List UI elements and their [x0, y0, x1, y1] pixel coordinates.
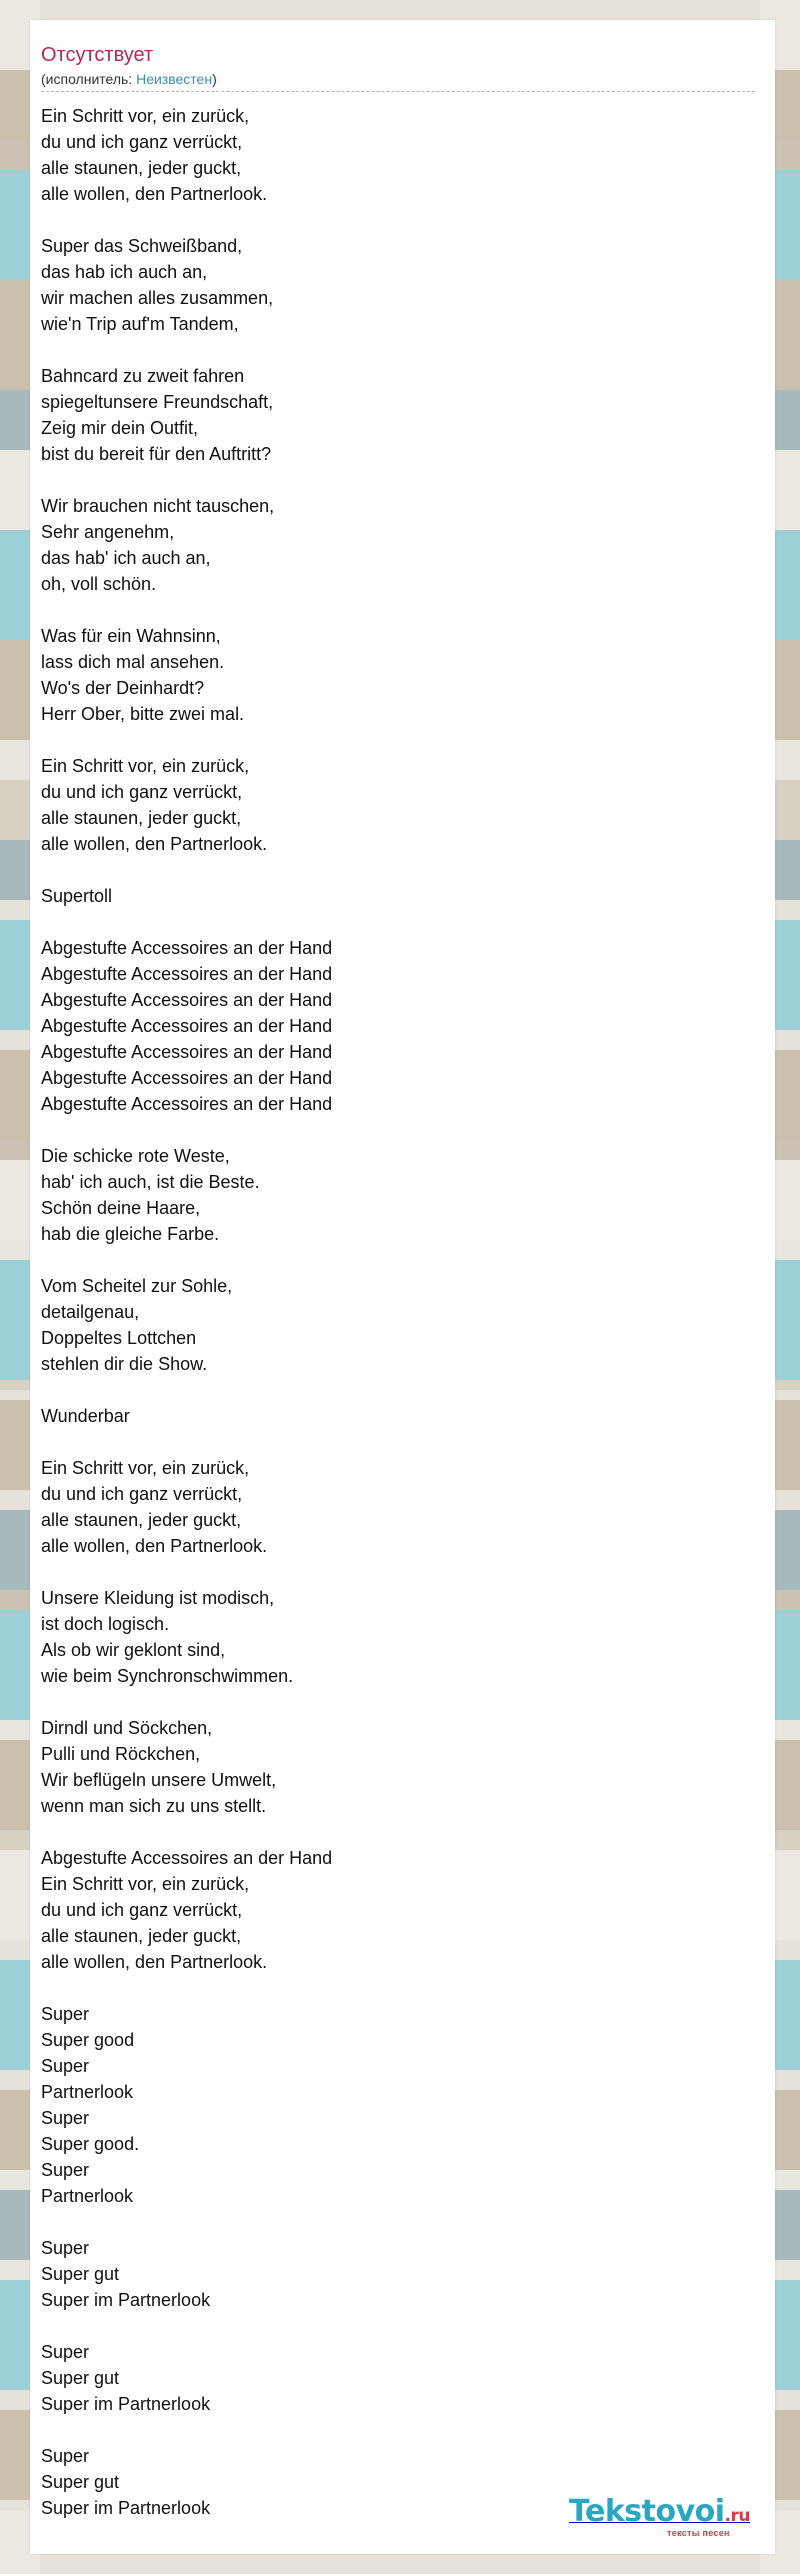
- lyrics-line: Super: [41, 2108, 90, 2128]
- lyrics-line: ist doch logisch.: [41, 1614, 170, 1634]
- lyrics-stanza: [41, 623, 755, 727]
- lyrics-line: alle wollen, den Partnerlook.: [41, 1952, 268, 1972]
- lyrics-stanza: [41, 363, 755, 467]
- lyrics-line: alle staunen, jeder guckt,: [41, 158, 242, 178]
- logo-name: Tekstovoi: [569, 2494, 725, 2529]
- lyrics-line: Super: [41, 2004, 90, 2024]
- lyrics-line: Super: [41, 2160, 90, 2180]
- lyrics-line: Super im Partnerlook: [41, 2290, 211, 2310]
- lyrics-line: detailgenau,: [41, 1302, 140, 1322]
- lyrics-stanza: [41, 2235, 755, 2313]
- lyrics-line: Doppeltes Lottchen: [41, 1328, 197, 1348]
- lyrics-line: wie'n Trip auf'm Tandem,: [41, 314, 239, 334]
- lyrics-line: Zeig mir dein Outfit,: [41, 418, 199, 438]
- lyrics-line: Abgestufte Accessoires an der Hand: [41, 1016, 333, 1036]
- lyrics-line: Super good.: [41, 2134, 140, 2154]
- lyrics-line: alle wollen, den Partnerlook.: [41, 184, 268, 204]
- lyrics-stanza: [41, 2339, 755, 2417]
- lyrics-line: wir machen alles zusammen,: [41, 288, 274, 308]
- lyrics-line: wie beim Synchronschwimmen.: [41, 1666, 294, 1686]
- lyrics-line: Schön deine Haare,: [41, 1198, 201, 1218]
- lyrics-line: Abgestufte Accessoires an der Hand: [41, 1094, 333, 1114]
- lyrics-line: hab die gleiche Farbe.: [41, 1224, 220, 1244]
- lyrics-line: Supertoll: [41, 886, 113, 906]
- artist-prefix: (исполнитель:: [41, 71, 137, 87]
- lyrics-line: Pulli und Röckchen,: [41, 1744, 201, 1764]
- artist-suffix: ): [212, 71, 217, 87]
- lyrics-stanza: [41, 883, 755, 909]
- lyrics-line: Super gut: [41, 2472, 120, 2492]
- lyrics-line: alle staunen, jeder guckt,: [41, 808, 242, 828]
- lyrics-line: Als ob wir geklont sind,: [41, 1640, 226, 1660]
- lyrics-line: alle staunen, jeder guckt,: [41, 1510, 242, 1530]
- lyrics-stanza: [41, 1715, 755, 1819]
- lyrics-line: Super: [41, 2342, 90, 2362]
- lyrics-line: Herr Ober, bitte zwei mal.: [41, 704, 245, 724]
- lyrics-line: Ein Schritt vor, ein zurück,: [41, 1458, 250, 1478]
- lyrics-line: Vom Scheitel zur Sohle,: [41, 1276, 233, 1296]
- lyrics-line: Sehr angenehm,: [41, 522, 175, 542]
- lyrics-line: alle wollen, den Partnerlook.: [41, 834, 268, 854]
- lyrics-line: Abgestufte Accessoires an der Hand: [41, 1068, 333, 1088]
- lyrics-line: Super im Partnerlook: [41, 2394, 211, 2414]
- tekstovoi-logo[interactable]: [569, 2495, 769, 2541]
- lyrics-sheet: [30, 20, 775, 2554]
- lyrics-stanza: [41, 2001, 755, 2209]
- logo-wordmark: [569, 2494, 750, 2529]
- lyrics-line: Super: [41, 2446, 90, 2466]
- lyrics-stanza: [41, 233, 755, 337]
- lyrics-stanza: [41, 103, 755, 207]
- lyrics-line: Partnerlook: [41, 2186, 134, 2206]
- song-title: Отсутствует: [41, 44, 154, 66]
- lyrics-line: Wunderbar: [41, 1406, 130, 1426]
- lyrics-line: Super gut: [41, 2368, 120, 2388]
- lyrics-stanza: [41, 493, 755, 597]
- lyrics-stanza: [41, 1585, 755, 1689]
- lyrics-stanza: [41, 1143, 755, 1247]
- lyrics-line: Abgestufte Accessoires an der Hand: [41, 938, 333, 958]
- lyrics-line: Super im Partnerlook: [41, 2498, 211, 2518]
- lyrics-stanza: [41, 1403, 755, 1429]
- lyrics-line: Dirndl und Söckchen,: [41, 1718, 213, 1738]
- lyrics-line: bist du bereit für den Auftritt?: [41, 444, 272, 464]
- lyrics-line: du und ich ganz verrückt,: [41, 132, 243, 152]
- lyrics-line: Ein Schritt vor, ein zurück,: [41, 106, 250, 126]
- lyrics-stanza: [41, 1845, 755, 1975]
- lyrics-line: Unsere Kleidung ist modisch,: [41, 1588, 275, 1608]
- lyrics-stanza: [41, 1273, 755, 1377]
- lyrics-line: alle staunen, jeder guckt,: [41, 1926, 242, 1946]
- lyrics-line: Bahncard zu zweit fahren: [41, 366, 245, 386]
- lyrics-stanza: [41, 753, 755, 857]
- lyrics-line: Abgestufte Accessoires an der Hand: [41, 990, 333, 1010]
- lyrics-line: Wir beflügeln unsere Umwelt,: [41, 1770, 277, 1790]
- lyrics-line: Super good: [41, 2030, 135, 2050]
- lyrics-line: Super gut: [41, 2264, 120, 2284]
- lyrics-line: Super: [41, 2056, 90, 2076]
- lyrics-line: wenn man sich zu uns stellt.: [41, 1796, 267, 1816]
- lyrics-line: oh, voll schön.: [41, 574, 157, 594]
- header-divider: [41, 91, 755, 92]
- artist-line: [41, 70, 755, 88]
- artist-link[interactable]: Неизвестен: [136, 71, 213, 87]
- lyrics-line: Abgestufte Accessoires an der Hand: [41, 964, 333, 984]
- logo-tagline: тексты песен: [667, 2528, 730, 2538]
- lyrics-line: Was für ein Wahnsinn,: [41, 626, 221, 646]
- lyrics-line: Abgestufte Accessoires an der Hand: [41, 1042, 333, 1062]
- lyrics-line: du und ich ganz verrückt,: [41, 782, 243, 802]
- lyrics-line: Die schicke rote Weste,: [41, 1146, 230, 1166]
- lyrics-stanza: [41, 935, 755, 1117]
- lyrics-line: alle wollen, den Partnerlook.: [41, 1536, 268, 1556]
- lyrics-line: das hab' ich auch an,: [41, 548, 211, 568]
- lyrics-line: lass dich mal ansehen.: [41, 652, 225, 672]
- lyrics-line: Partnerlook: [41, 2082, 134, 2102]
- lyrics-stanza: [41, 1455, 755, 1559]
- lyrics-line: hab' ich auch, ist die Beste.: [41, 1172, 260, 1192]
- lyrics-line: Ein Schritt vor, ein zurück,: [41, 756, 250, 776]
- lyrics-line: spiegeltunsere Freundschaft,: [41, 392, 274, 412]
- lyrics-line: Abgestufte Accessoires an der Hand: [41, 1848, 333, 1868]
- lyrics-line: Wo's der Deinhardt?: [41, 678, 205, 698]
- lyrics-line: Ein Schritt vor, ein zurück,: [41, 1874, 250, 1894]
- lyrics-line: Super das Schweißband,: [41, 236, 243, 256]
- lyrics-line: du und ich ganz verrückt,: [41, 1900, 243, 1920]
- song-header: [41, 42, 755, 88]
- lyrics-body: [41, 103, 755, 2547]
- logo-tld: .ru: [724, 2506, 750, 2526]
- lyrics-line: das hab ich auch an,: [41, 262, 208, 282]
- lyrics-line: Super: [41, 2238, 90, 2258]
- lyrics-line: Wir brauchen nicht tauschen,: [41, 496, 275, 516]
- lyrics-line: du und ich ganz verrückt,: [41, 1484, 243, 1504]
- lyrics-line: stehlen dir die Show.: [41, 1354, 208, 1374]
